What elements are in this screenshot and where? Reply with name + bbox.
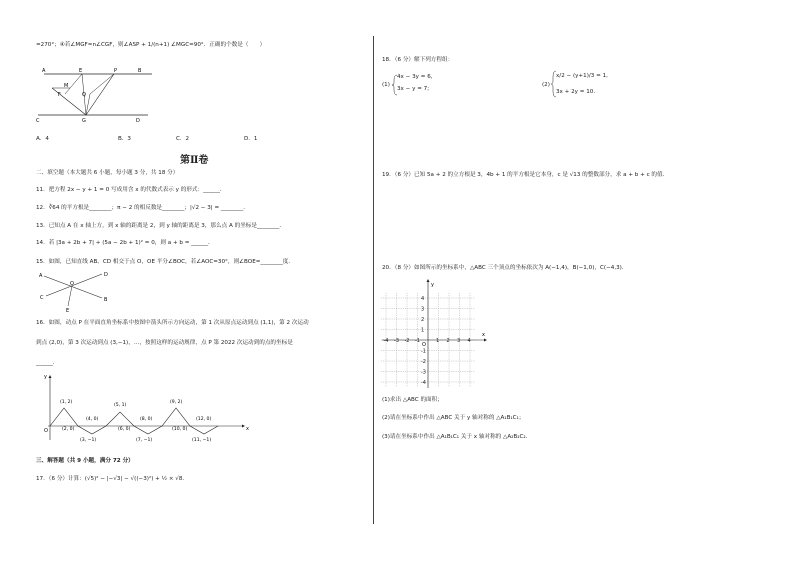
fig3-origin: O bbox=[44, 428, 48, 434]
grid-y-tick: 1 bbox=[421, 327, 425, 334]
grid-x-tick: -4 bbox=[383, 338, 389, 344]
grid-y-tick: 2 bbox=[421, 317, 425, 323]
fig2-label-c: C bbox=[40, 295, 44, 301]
fig1-label-e: E bbox=[79, 68, 83, 74]
part-two-title: 第Ⅱ卷 bbox=[180, 155, 209, 166]
fig2-label-a: A bbox=[39, 273, 43, 279]
q18-system1-label: (1) bbox=[382, 82, 390, 88]
grid-y-tick: -3 bbox=[421, 369, 426, 376]
question-15: 15．如图，已知直线 AB、CD 相交于点 O，OE 平分∠BOC，若∠AOC=30°，则∠BOE=________度． bbox=[36, 259, 294, 265]
fig1-label-q: Q bbox=[82, 92, 86, 98]
figure-parallel-lines bbox=[30, 64, 160, 126]
grid-y-tick: 3 bbox=[421, 306, 425, 313]
fig1-label-b: B bbox=[138, 68, 142, 74]
question-16-line1: 16．如图，动点 P 在平面直角坐标系中按图中箭头所示方向运动，第 1 次从原点运动到点 (1,1)，第 2 次运动 bbox=[36, 320, 309, 326]
q18-system2-eq2: 3x + 2y = 10. bbox=[556, 89, 596, 95]
fig1-label-m: M bbox=[64, 83, 69, 89]
fig2-label-e: E bbox=[66, 308, 70, 314]
question-18: 18．（6 分）解下列方程组： bbox=[382, 57, 454, 63]
fig3-pt-5-1: (5, 1) bbox=[114, 403, 127, 408]
q18-system1-eq2: 3x − y = 7; bbox=[397, 86, 430, 92]
fig3-pt-2-0: (2, 0) bbox=[62, 427, 75, 432]
question-20-part1: (1)求出 △ABC 的面积； bbox=[382, 397, 443, 403]
fig2-label-b: B bbox=[104, 297, 108, 303]
question-10-tail: =270°；④若∠MGF=n∠CGF，则∠ASP + 1/(n+1) ∠MGC=90°．正确的个数是（ ） bbox=[36, 42, 266, 48]
fig3-pt-3-m1: (3, −1) bbox=[80, 438, 97, 443]
figure-zigzag-path bbox=[36, 372, 249, 443]
fig3-pt-10-0: (10, 0) bbox=[172, 427, 188, 432]
grid-x-tick: -1 bbox=[415, 338, 420, 344]
choice-b: B．3 bbox=[118, 136, 131, 142]
grid-x-tick: -2 bbox=[404, 338, 410, 344]
choice-c: C．2 bbox=[176, 136, 190, 142]
grid-x-tick: 4 bbox=[467, 338, 471, 344]
question-13: 13．已知点 A 在 x 轴上方，到 x 轴的距离是 2，到 y 轴的距离是 3，那么点 A 的坐标是________． bbox=[36, 223, 285, 229]
q18-system2-eq1: x/2 − (y+1)/3 = 1, bbox=[556, 73, 608, 79]
fig3-axis-y: y bbox=[44, 374, 47, 380]
question-11: 11．把方程 2x − y + 1 = 0 写成用含 x 的代数式表示 y 的形式：______． bbox=[36, 187, 226, 193]
question-20-part2: (2)请在坐标系中作出 △ABC 关于 y 轴对称的 △A₁B₁C₁； bbox=[382, 415, 525, 421]
grid-x-tick: 3 bbox=[457, 338, 461, 344]
fig2-label-o: O bbox=[70, 281, 74, 287]
grid-y-tick: -2 bbox=[421, 359, 426, 365]
grid-y-tick: -1 bbox=[421, 348, 426, 355]
question-16-line3: ______． bbox=[36, 360, 59, 366]
figure-intersecting-lines bbox=[36, 268, 116, 314]
grid-axis-y: y bbox=[431, 282, 434, 288]
fig1-label-d: D bbox=[136, 118, 140, 124]
fig3-pt-1-2: (1, 2) bbox=[60, 400, 73, 405]
grid-x-tick: -3 bbox=[394, 338, 399, 344]
fig3-pt-4-0: (4, 0) bbox=[86, 417, 99, 422]
q18-system1-eq1: 4x − 3y = 6, bbox=[397, 74, 433, 80]
fig3-pt-7-m1: (7, −1) bbox=[136, 438, 153, 443]
question-20: 20．（8 分）如图所示的坐标系中，△ABC 三个顶点的坐标依次为 A(−1,4)，B(−1,0)，C(−4,3)． bbox=[382, 265, 628, 271]
section-solve-header: 三、解答题（共 9 小题，满分 72 分） bbox=[36, 458, 134, 464]
fig3-pt-12-0: (12, 0) bbox=[196, 417, 212, 422]
grid-origin: O bbox=[422, 342, 426, 348]
fig3-pt-9-2: (9, 2) bbox=[170, 400, 183, 405]
question-12: 12．∛64 的平方根是________；π − 2 的相反数是________；|√2 − 3| = ________． bbox=[36, 205, 249, 211]
grid-x-tick: 1 bbox=[436, 338, 440, 344]
fig1-label-p: P bbox=[114, 68, 118, 74]
question-17: 17．（6 分）计算：(√5)² − |−√3| − √((−3)²) + ½ × √8． bbox=[36, 476, 189, 482]
grid-x-tick: 2 bbox=[446, 338, 450, 344]
question-14: 14．若 |3a + 2b + 7| + (5a − 2b + 1)² = 0，则 a + b = ______． bbox=[36, 240, 214, 246]
fig2-label-d: D bbox=[104, 272, 108, 278]
grid-axis-x: x bbox=[482, 332, 485, 338]
section-fill-blank-header: 二、填空题（本大题共 6 小题，每小题 3 分，共 18 分） bbox=[36, 170, 179, 176]
fig3-pt-8-0: (8, 0) bbox=[140, 417, 153, 422]
q18-system2-label: (2) bbox=[542, 82, 550, 88]
choice-d: D．1 bbox=[244, 136, 258, 142]
fig1-label-f: F bbox=[58, 92, 61, 98]
grid-y-tick: -4 bbox=[421, 380, 426, 386]
fig3-pt-11-m1: (11, −1) bbox=[192, 438, 212, 443]
fig1-label-c: C bbox=[36, 118, 40, 124]
column-divider bbox=[373, 36, 374, 524]
question-20-part3: (3)请在坐标系中作出 △A₁B₁C₁ 关于 x 轴对称的 △A₂B₂C₂． bbox=[382, 434, 532, 440]
coordinate-grid bbox=[378, 278, 488, 390]
grid-y-tick: 4 bbox=[421, 296, 425, 302]
question-19: 19．（6 分）已知 5a + 2 的立方根是 3，4b + 1 的平方根是它本身，c 是 √13 的整数部分，求 a + b + c 的值． bbox=[382, 172, 669, 178]
fig1-label-g: G bbox=[82, 118, 86, 124]
fig1-label-a: A bbox=[42, 68, 46, 74]
choice-a: A．4 bbox=[36, 136, 49, 142]
fig3-pt-6-0: (6, 0) bbox=[118, 427, 131, 432]
fig3-axis-x: x bbox=[246, 426, 249, 432]
question-16-line2: 到点 (2,0)，第 3 次运动到点 (3,−1)，…，按照这样的运动规律，点 P 第 2022 次运动到的点的坐标是 bbox=[36, 340, 293, 346]
